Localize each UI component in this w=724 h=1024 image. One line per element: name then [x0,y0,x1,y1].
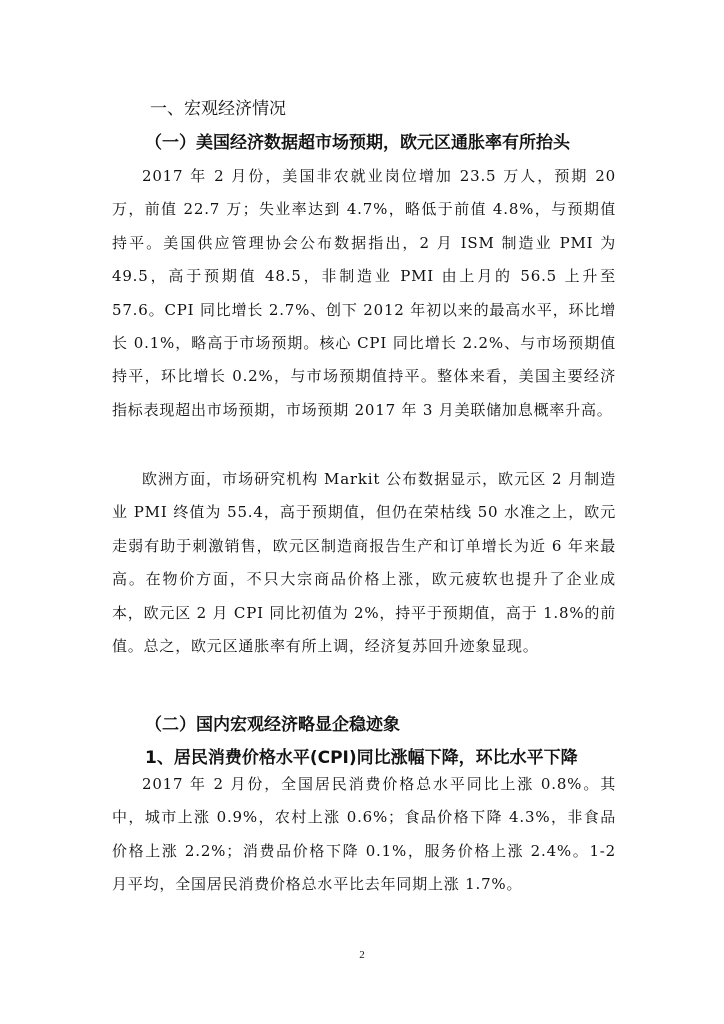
paragraph-eurozone: 欧洲方面，市场研究机构 Markit 公布数据显示，欧元区 2 月制造业 PMI 终值为 55.4，高于预期值，但仍在荣枯线 50 水准之上，欧元走弱有助于刺激销售，欧元区制造商报告生产和订单增长为近 6 年来最高。在物价方面，不只大宗商品价格上涨，欧元疲软也提升了企业成本，欧元区 2 月 CPI 同比初值为 2%，持平于预期值，高于 1.8%的前值。总之，欧元区通胀率有所上调，经济复苏回升迹象显现。 [112,470,616,656]
paragraph-us-economy: 2017 年 2 月份，美国非农就业岗位增加 23.5 万人，预期 20 万，前值 22.7 万；失业率达到 4.7%，略低于前值 4.8%，与预期值持平。美国供应管理协会公布数据指出，2 月 ISM 制造业 PMI 为 49.5，高于预期值 48.5，非制造业 PMI 由上月的 56.5 上升至 57.6。CPI 同比增长 2.7%、创下 2012 年初以来的最高水平，环比增长 0.1%，略高于市场预期。核心 CPI 同比增长 2.2%、与市场预期值持平，环比增长 0.2%，与市场预期值持平。整体来看，美国主要经济指标表现超出市场预期，市场预期 2017 年 3 月美联储加息概率升高。 [112,167,616,419]
subsection-heading-2: （二）国内宏观经济略显企稳迹象 [145,715,400,735]
subsection-heading-1: （一）美国经济数据超市场预期，欧元区通胀率有所抬头 [145,133,570,153]
section-heading: 一、宏观经济情况 [150,99,286,119]
paragraph-domestic-cpi: 2017 年 2 月份，全国居民消费价格总水平同比上涨 0.8%。其中，城市上涨 0.9%，农村上涨 0.6%；食品价格下降 4.3%，非食品价格上涨 2.2%；消费品价格下降 0.1%，服务价格上涨 2.4%。1-2 月平均，全国居民消费价格总水平比去年同期上涨 1.7%。 [112,775,616,894]
item-heading-cpi: 1、居民消费价格水平(CPI)同比涨幅下降，环比水平下降 [145,748,578,768]
page-number: 2 [359,949,365,961]
